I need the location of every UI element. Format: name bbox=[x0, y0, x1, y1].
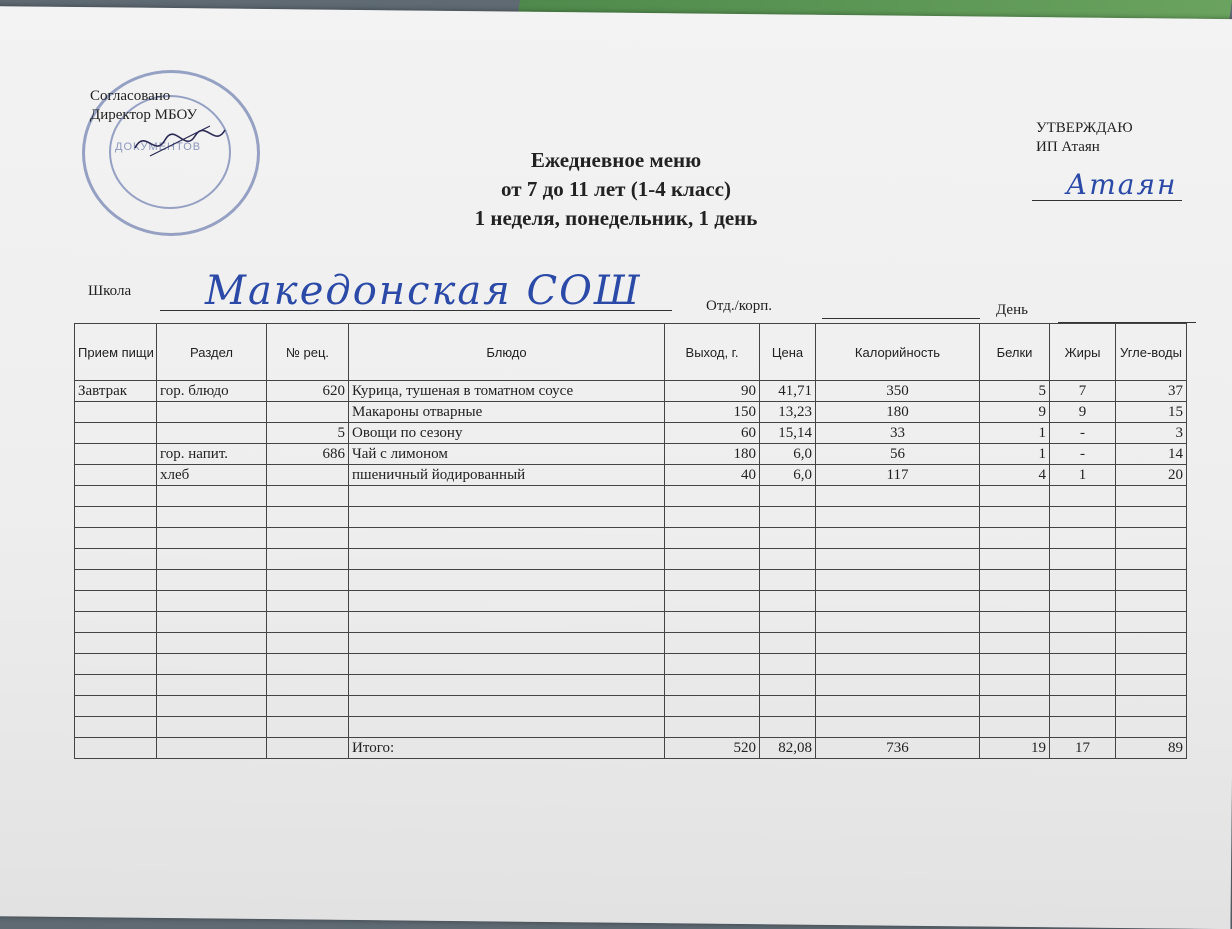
cell-carbs: 14 bbox=[1116, 444, 1187, 465]
total-proteins: 19 bbox=[980, 738, 1050, 759]
empty-cell bbox=[816, 591, 980, 612]
approved-label: Согласовано bbox=[90, 88, 171, 104]
page-title-line2: от 7 до 11 лет (1-4 класс) bbox=[501, 177, 731, 201]
total-price: 82,08 bbox=[760, 738, 816, 759]
empty-cell bbox=[267, 486, 349, 507]
empty-cell bbox=[157, 507, 267, 528]
cell-dish: Овощи по сезону bbox=[349, 423, 665, 444]
table-row bbox=[75, 381, 1187, 402]
header-proteins: Белки bbox=[980, 324, 1050, 381]
school-value-handwritten: Македонская СОШ bbox=[205, 268, 642, 314]
empty-cell bbox=[760, 654, 816, 675]
cell-price: 15,14 bbox=[760, 423, 816, 444]
empty-cell bbox=[1116, 549, 1187, 570]
cell-fats: 9 bbox=[1050, 402, 1116, 423]
empty-cell bbox=[1116, 717, 1187, 738]
empty-cell bbox=[1050, 528, 1116, 549]
cell-price: 41,71 bbox=[760, 381, 816, 402]
empty-cell bbox=[980, 675, 1050, 696]
empty-cell bbox=[349, 612, 665, 633]
empty-cell bbox=[75, 654, 157, 675]
cell-yield: 40 bbox=[665, 465, 760, 486]
cell-recipe-no bbox=[267, 402, 349, 423]
cell-calories: 180 bbox=[816, 402, 980, 423]
empty-cell bbox=[980, 528, 1050, 549]
cell-proteins: 5 bbox=[980, 381, 1050, 402]
table-header-row bbox=[75, 324, 1187, 381]
day-label: День bbox=[996, 302, 1028, 318]
empty-cell bbox=[1116, 570, 1187, 591]
table-total-row bbox=[75, 738, 1187, 759]
cell-proteins: 4 bbox=[980, 465, 1050, 486]
table-row-empty bbox=[75, 654, 1187, 675]
empty-cell bbox=[760, 717, 816, 738]
empty-cell bbox=[816, 570, 980, 591]
empty-cell bbox=[980, 591, 1050, 612]
empty-cell bbox=[760, 633, 816, 654]
empty-cell bbox=[980, 570, 1050, 591]
header-yield: Выход, г. bbox=[665, 324, 760, 381]
empty-cell bbox=[980, 549, 1050, 570]
empty-cell bbox=[267, 675, 349, 696]
empty-cell bbox=[157, 528, 267, 549]
cell-meal: Завтрак bbox=[75, 381, 157, 402]
empty-cell bbox=[760, 612, 816, 633]
empty-cell bbox=[1116, 486, 1187, 507]
cell-proteins: 1 bbox=[980, 423, 1050, 444]
empty-cell bbox=[1050, 633, 1116, 654]
cell-carbs: 15 bbox=[1116, 402, 1187, 423]
table-row bbox=[75, 465, 1187, 486]
empty-cell bbox=[349, 570, 665, 591]
empty-cell bbox=[75, 591, 157, 612]
empty-cell bbox=[157, 570, 267, 591]
empty-cell bbox=[665, 717, 760, 738]
empty-cell bbox=[75, 549, 157, 570]
cell-yield: 60 bbox=[665, 423, 760, 444]
empty-cell bbox=[75, 486, 157, 507]
empty-cell bbox=[665, 675, 760, 696]
empty-cell bbox=[157, 549, 267, 570]
cell-carbs: 3 bbox=[1116, 423, 1187, 444]
empty-cell bbox=[1050, 675, 1116, 696]
empty-cell bbox=[760, 507, 816, 528]
empty-cell bbox=[349, 654, 665, 675]
entrepreneur-label: ИП Атаян bbox=[1036, 139, 1100, 155]
empty-cell bbox=[157, 486, 267, 507]
cell-price: 13,23 bbox=[760, 402, 816, 423]
cell-fats: 7 bbox=[1050, 381, 1116, 402]
total-yield: 520 bbox=[665, 738, 760, 759]
empty-cell bbox=[349, 507, 665, 528]
empty-cell bbox=[665, 654, 760, 675]
director-label: Директор МБОУ bbox=[90, 107, 198, 123]
empty-cell bbox=[665, 570, 760, 591]
header-fats: Жиры bbox=[1050, 324, 1116, 381]
empty-cell bbox=[267, 591, 349, 612]
cell-section bbox=[157, 423, 267, 444]
empty-cell bbox=[760, 696, 816, 717]
empty-cell bbox=[1050, 591, 1116, 612]
empty-cell bbox=[1116, 675, 1187, 696]
table-row-empty bbox=[75, 486, 1187, 507]
cell-yield: 150 bbox=[665, 402, 760, 423]
empty-cell bbox=[75, 612, 157, 633]
cell-calories: 350 bbox=[816, 381, 980, 402]
table-row bbox=[75, 444, 1187, 465]
empty-cell bbox=[349, 591, 665, 612]
cell-proteins: 9 bbox=[980, 402, 1050, 423]
cell-section: гор. блюдо bbox=[157, 381, 267, 402]
right-signature: Атаян bbox=[1066, 168, 1178, 201]
round-stamp: ДОКУМЕНТОВ bbox=[82, 70, 260, 236]
table-row bbox=[75, 402, 1187, 423]
empty-cell bbox=[157, 612, 267, 633]
empty-cell bbox=[1050, 696, 1116, 717]
empty-cell bbox=[157, 591, 267, 612]
table-row bbox=[75, 423, 1187, 444]
cell-meal bbox=[75, 465, 157, 486]
empty-cell bbox=[267, 528, 349, 549]
cell-fats: - bbox=[1050, 444, 1116, 465]
empty-cell bbox=[760, 570, 816, 591]
empty-cell bbox=[1116, 612, 1187, 633]
empty-cell bbox=[349, 486, 665, 507]
table-row-empty bbox=[75, 570, 1187, 591]
table-row-empty bbox=[75, 549, 1187, 570]
table-row-empty bbox=[75, 717, 1187, 738]
empty-cell bbox=[816, 654, 980, 675]
empty-cell bbox=[816, 633, 980, 654]
empty-cell bbox=[816, 549, 980, 570]
empty-cell bbox=[75, 507, 157, 528]
empty-cell bbox=[267, 507, 349, 528]
cell-meal bbox=[75, 423, 157, 444]
header-section: Раздел bbox=[157, 324, 267, 381]
total-label: Итого: bbox=[349, 738, 665, 759]
cell-carbs: 20 bbox=[1116, 465, 1187, 486]
table-row-empty bbox=[75, 675, 1187, 696]
cell-fats: 1 bbox=[1050, 465, 1116, 486]
empty-cell bbox=[157, 696, 267, 717]
empty-cell bbox=[665, 633, 760, 654]
empty-cell bbox=[665, 549, 760, 570]
empty-cell bbox=[760, 486, 816, 507]
empty-cell bbox=[1116, 528, 1187, 549]
table-row-empty bbox=[75, 633, 1187, 654]
page-title-line1: Ежедневное меню bbox=[530, 148, 702, 172]
empty-cell bbox=[157, 738, 267, 759]
empty-cell bbox=[816, 507, 980, 528]
empty-cell bbox=[665, 696, 760, 717]
cell-dish: Курица, тушеная в томатном соусе bbox=[349, 381, 665, 402]
total-carbs: 89 bbox=[1116, 738, 1187, 759]
header-carbs: Угле-воды bbox=[1116, 324, 1187, 381]
total-fats: 17 bbox=[1050, 738, 1116, 759]
empty-cell bbox=[349, 549, 665, 570]
page-title-line3: 1 неделя, понедельник, 1 день bbox=[474, 206, 758, 230]
empty-cell bbox=[760, 528, 816, 549]
empty-cell bbox=[267, 696, 349, 717]
empty-cell bbox=[267, 570, 349, 591]
cell-yield: 180 bbox=[665, 444, 760, 465]
empty-cell bbox=[816, 717, 980, 738]
empty-cell bbox=[665, 591, 760, 612]
cell-dish: пшеничный йодированный bbox=[349, 465, 665, 486]
empty-cell bbox=[1050, 570, 1116, 591]
header-meal: Прием пищи bbox=[75, 324, 157, 381]
empty-cell bbox=[157, 717, 267, 738]
empty-cell bbox=[267, 612, 349, 633]
empty-cell bbox=[816, 612, 980, 633]
cell-proteins: 1 bbox=[980, 444, 1050, 465]
empty-cell bbox=[267, 549, 349, 570]
empty-cell bbox=[980, 633, 1050, 654]
empty-cell bbox=[349, 528, 665, 549]
empty-cell bbox=[1050, 654, 1116, 675]
cell-section: гор. напит. bbox=[157, 444, 267, 465]
cell-recipe-no: 686 bbox=[267, 444, 349, 465]
total-calories: 736 bbox=[816, 738, 980, 759]
empty-cell bbox=[665, 486, 760, 507]
empty-cell bbox=[157, 675, 267, 696]
empty-cell bbox=[75, 696, 157, 717]
empty-cell bbox=[980, 612, 1050, 633]
table-row-empty bbox=[75, 507, 1187, 528]
cell-fats: - bbox=[1050, 423, 1116, 444]
empty-cell bbox=[816, 696, 980, 717]
empty-cell bbox=[157, 654, 267, 675]
cell-yield: 90 bbox=[665, 381, 760, 402]
empty-cell bbox=[1116, 696, 1187, 717]
table-row-empty bbox=[75, 591, 1187, 612]
approve-label: УТВЕРЖДАЮ bbox=[1036, 120, 1133, 136]
header-recipe-no: № рец. bbox=[267, 324, 349, 381]
empty-cell bbox=[816, 528, 980, 549]
empty-cell bbox=[980, 717, 1050, 738]
cell-calories: 117 bbox=[816, 465, 980, 486]
cell-price: 6,0 bbox=[760, 444, 816, 465]
empty-cell bbox=[1050, 612, 1116, 633]
empty-cell bbox=[980, 654, 1050, 675]
empty-cell bbox=[349, 633, 665, 654]
header-price: Цена bbox=[760, 324, 816, 381]
cell-dish: Чай с лимоном bbox=[349, 444, 665, 465]
empty-cell bbox=[75, 738, 157, 759]
table-row-empty bbox=[75, 612, 1187, 633]
dept-underline bbox=[822, 318, 980, 319]
dept-label: Отд./корп. bbox=[706, 298, 773, 314]
empty-cell bbox=[665, 612, 760, 633]
empty-cell bbox=[760, 675, 816, 696]
table-row-empty bbox=[75, 528, 1187, 549]
header-calories: Калорийность bbox=[816, 324, 980, 381]
empty-cell bbox=[1050, 717, 1116, 738]
cell-section: хлеб bbox=[157, 465, 267, 486]
header-dish: Блюдо bbox=[349, 324, 665, 381]
empty-cell bbox=[75, 570, 157, 591]
empty-cell bbox=[1050, 486, 1116, 507]
cell-calories: 56 bbox=[816, 444, 980, 465]
empty-cell bbox=[157, 633, 267, 654]
empty-cell bbox=[349, 675, 665, 696]
school-label: Школа bbox=[88, 283, 132, 299]
empty-cell bbox=[1050, 507, 1116, 528]
empty-cell bbox=[75, 528, 157, 549]
cell-carbs: 37 bbox=[1116, 381, 1187, 402]
empty-cell bbox=[665, 528, 760, 549]
empty-cell bbox=[760, 549, 816, 570]
cell-price: 6,0 bbox=[760, 465, 816, 486]
cell-recipe-no: 620 bbox=[267, 381, 349, 402]
cell-meal bbox=[75, 444, 157, 465]
empty-cell bbox=[267, 654, 349, 675]
empty-cell bbox=[1050, 549, 1116, 570]
menu-table bbox=[74, 323, 1187, 759]
empty-cell bbox=[75, 675, 157, 696]
empty-cell bbox=[760, 591, 816, 612]
cell-meal bbox=[75, 402, 157, 423]
table-row-empty bbox=[75, 696, 1187, 717]
cell-recipe-no bbox=[267, 465, 349, 486]
empty-cell bbox=[349, 696, 665, 717]
empty-cell bbox=[1116, 654, 1187, 675]
empty-cell bbox=[75, 633, 157, 654]
empty-cell bbox=[267, 633, 349, 654]
empty-cell bbox=[816, 486, 980, 507]
empty-cell bbox=[1116, 633, 1187, 654]
empty-cell bbox=[980, 486, 1050, 507]
empty-cell bbox=[665, 507, 760, 528]
empty-cell bbox=[1116, 507, 1187, 528]
empty-cell bbox=[980, 507, 1050, 528]
empty-cell bbox=[1116, 591, 1187, 612]
empty-cell bbox=[816, 675, 980, 696]
empty-cell bbox=[349, 717, 665, 738]
cell-recipe-no: 5 bbox=[267, 423, 349, 444]
empty-cell bbox=[267, 717, 349, 738]
empty-cell bbox=[267, 738, 349, 759]
empty-cell bbox=[980, 696, 1050, 717]
cell-section bbox=[157, 402, 267, 423]
cell-dish: Макароны отварные bbox=[349, 402, 665, 423]
empty-cell bbox=[75, 717, 157, 738]
cell-calories: 33 bbox=[816, 423, 980, 444]
